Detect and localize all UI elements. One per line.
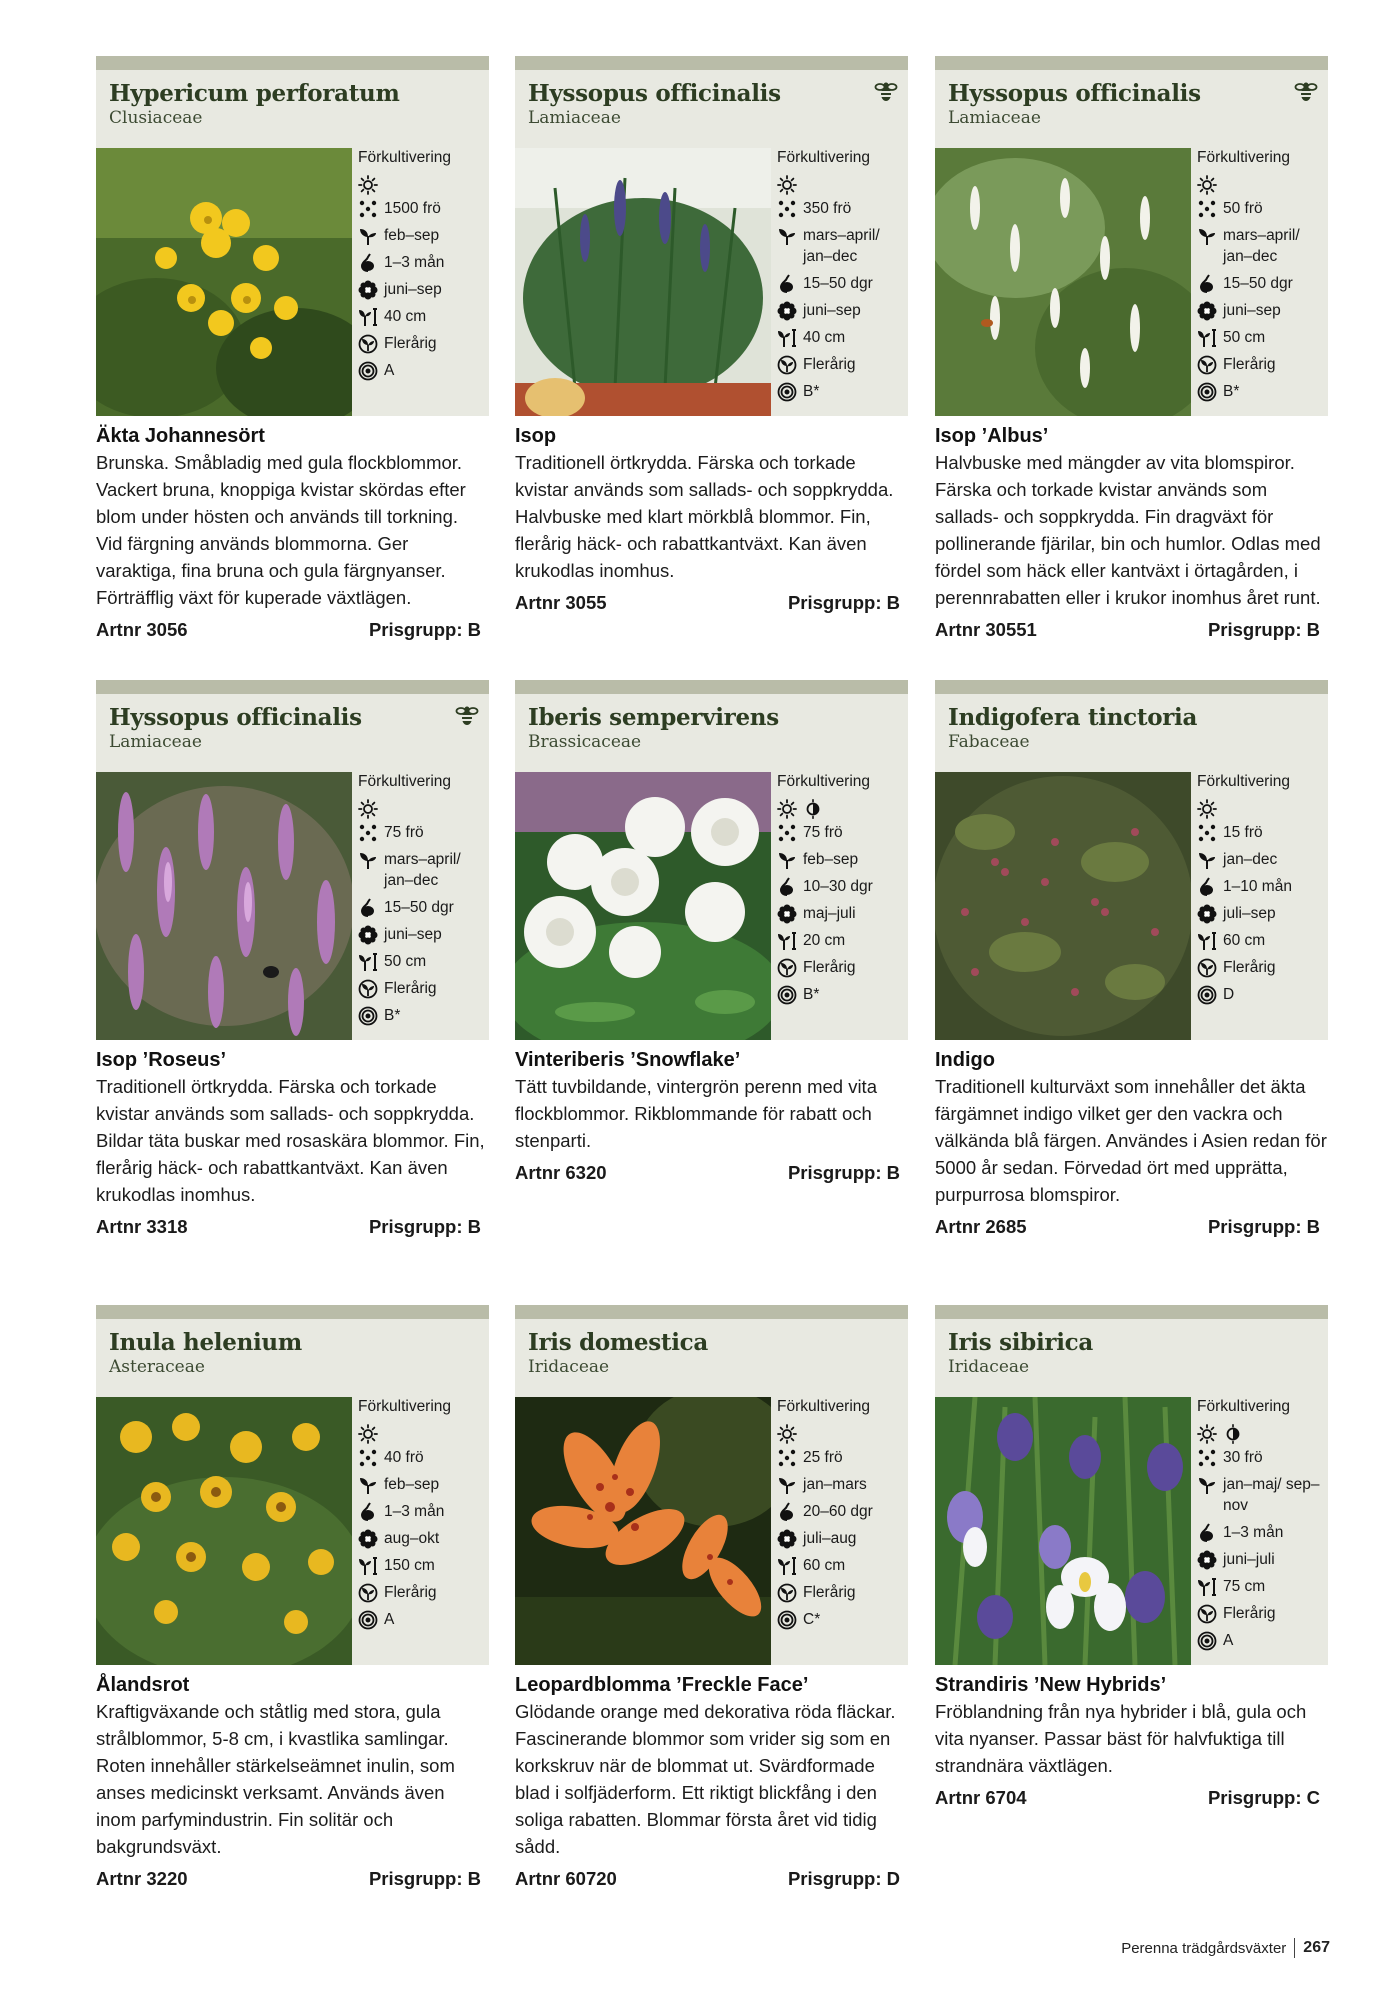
spec-sowing: feb–sep <box>777 846 905 873</box>
bee-icon <box>1294 80 1318 104</box>
plant-photo <box>515 1397 771 1665</box>
spec-sowing: feb–sep <box>358 1471 486 1498</box>
card-top-bar <box>515 680 908 694</box>
product-card-isop-roseus <box>96 680 489 1238</box>
price-class-icon <box>1197 985 1217 1005</box>
card-top-bar <box>935 1305 1328 1319</box>
height-icon <box>1197 931 1217 951</box>
height-icon <box>777 931 797 951</box>
flower-icon <box>777 301 797 321</box>
seeds-icon <box>358 823 378 843</box>
article-number: Artnr 3055 <box>515 592 607 613</box>
card-header <box>935 1319 1328 1665</box>
spec-bloom: juni–sep <box>358 276 486 303</box>
product-card-isop-albus <box>935 56 1328 641</box>
price-class-icon <box>358 361 378 381</box>
card-meta <box>935 619 1328 641</box>
spec-lifespan: Flerårig <box>1197 1600 1325 1627</box>
spec-height: 75 cm <box>1197 1573 1325 1600</box>
price-group: Prisgrupp: B <box>787 1162 900 1183</box>
product-card-iberis <box>515 680 908 1184</box>
card-meta <box>515 592 908 614</box>
germination-icon <box>1197 877 1217 897</box>
article-number: Artnr 60720 <box>515 1868 617 1889</box>
spec-method: Förkultivering <box>358 773 452 790</box>
spec-bloom: juni–sep <box>1197 297 1325 324</box>
sowing-icon <box>777 1475 797 1495</box>
spec-method: Förkultivering <box>1197 773 1291 790</box>
latin-name: Iris domestica <box>528 1329 708 1356</box>
common-name: Äkta Johannesört <box>96 425 265 447</box>
common-name: Vinteriberis ’Snowflake’ <box>515 1049 741 1071</box>
height-icon <box>1197 328 1217 348</box>
card-header <box>515 1319 908 1665</box>
sun-icon <box>1197 799 1217 819</box>
page-number: 267 <box>1303 1939 1330 1956</box>
spec-height: 40 cm <box>358 303 486 330</box>
photo-pink-hyssop <box>96 772 352 1040</box>
spec-list <box>358 144 486 384</box>
card-top-bar <box>96 1305 489 1319</box>
perennial-icon <box>777 355 797 375</box>
photo-yellow-flowers <box>96 148 352 416</box>
seeds-icon <box>1197 1448 1217 1468</box>
card-header <box>935 70 1328 416</box>
perennial-icon <box>358 1583 378 1603</box>
sowing-icon <box>1197 850 1217 870</box>
bee-icon <box>455 704 479 728</box>
sun-icon <box>358 1424 378 1444</box>
sun-icon <box>777 1424 797 1444</box>
price-class-icon <box>358 1610 378 1630</box>
spec-pricecode: A <box>1197 1627 1325 1654</box>
bee-icon <box>874 80 898 104</box>
spec-list <box>777 144 905 405</box>
spec-height: 50 cm <box>1197 324 1325 351</box>
page-footer <box>1121 1938 1330 1958</box>
flower-icon <box>777 904 797 924</box>
price-class-icon <box>1197 1631 1217 1651</box>
latin-name: Iberis sempervirens <box>528 704 779 731</box>
spec-lifespan: Flerårig <box>1197 954 1325 981</box>
spec-lifespan: Flerårig <box>358 975 486 1002</box>
spec-germination: 1–3 mån <box>1197 1519 1325 1546</box>
spec-seeds: 15 frö <box>1197 819 1325 846</box>
card-top-bar <box>935 680 1328 694</box>
spec-bloom: aug–okt <box>358 1525 486 1552</box>
price-group: Prisgrupp: B <box>368 1216 481 1237</box>
card-header <box>96 694 489 1040</box>
sun-icon <box>777 799 797 819</box>
spec-list <box>358 768 486 1029</box>
common-name: Isop ’Roseus’ <box>96 1049 227 1071</box>
spec-seeds: 1500 frö <box>358 195 486 222</box>
price-group: Prisgrupp: B <box>787 592 900 613</box>
spec-germination: 1–10 mån <box>1197 873 1325 900</box>
photo-indigo-plant <box>935 772 1191 1040</box>
description: Traditionell örtkrydda. Färska och torkade kvistar används som sallads- och soppkrydda. Bildar täta buskar med rosaskära blommor. Fin, flerårig häck- och rabattkantväxt. Kan även krukodlas inomhus. <box>96 1076 485 1205</box>
spec-list <box>1197 144 1325 405</box>
plant-photo <box>515 148 771 416</box>
card-meta <box>935 1216 1328 1238</box>
description: Brunska. Småbladig med gula flockblommor. Vackert bruna, knoppiga kvistar skördas efter blom under hösten och används till torkning. Vid färgning används blommorna. Ger varaktiga, fina bruna och gula färgnyanser. Förträfflig växt för kuperade växtlägen. <box>96 452 466 608</box>
card-top-bar <box>96 56 489 70</box>
seeds-icon <box>358 199 378 219</box>
description: Tätt tuvbildande, vintergrön perenn med vita flockblommor. Rikblommande för rabatt och stenparti. <box>515 1076 877 1151</box>
article-number: Artnr 30551 <box>935 619 1037 640</box>
perennial-icon <box>358 334 378 354</box>
spec-method: Förkultivering <box>777 149 871 166</box>
spec-germination: 15–50 dgr <box>777 270 905 297</box>
description: Traditionell örtkrydda. Färska och torkade kvistar används som sallads- och soppkrydda. Halvbuske med klart mörkblå blommor. Fin, flerårig häck- och rabattkantväxt. Kan även krukodlas inomhus. <box>515 452 894 581</box>
spec-seeds: 25 frö <box>777 1444 905 1471</box>
spec-seeds: 350 frö <box>777 195 905 222</box>
sowing-icon <box>777 850 797 870</box>
plant-family: Brassicaceae <box>528 732 642 752</box>
card-header <box>96 1319 489 1665</box>
latin-name: Iris sibirica <box>948 1329 1093 1356</box>
card-header <box>515 70 908 416</box>
spec-pricecode: D <box>1197 981 1325 1008</box>
description: Glödande orange med dekorativa röda fläckar. Fascinerande blommor som vrider sig som en korkskruv när de blommat ut. Svärdformade blad i solfjäderform. Ett riktigt blickfång i den soliga rabatten. Blommar första året vid tidig sådd. <box>515 1701 896 1857</box>
flower-icon <box>777 1529 797 1549</box>
spec-pricecode: A <box>358 357 486 384</box>
latin-name: Hyssopus officinalis <box>948 80 1201 107</box>
sun-icon <box>358 175 378 195</box>
product-card-inula <box>96 1305 489 1890</box>
plant-photo <box>96 772 352 1040</box>
spec-light <box>1197 171 1325 195</box>
product-card-isop <box>515 56 908 614</box>
product-card-iris-domestica <box>515 1305 908 1890</box>
article-number: Artnr 3318 <box>96 1216 188 1237</box>
flower-icon <box>358 1529 378 1549</box>
spec-pricecode: B* <box>777 378 905 405</box>
photo-yellow-inula <box>96 1397 352 1665</box>
plant-photo <box>935 148 1191 416</box>
common-name: Leopardblomma ’Freckle Face’ <box>515 1674 809 1696</box>
section-title: Perenna trädgårdsväxter <box>1121 1939 1287 1957</box>
sowing-icon <box>1197 226 1217 246</box>
seeds-icon <box>777 1448 797 1468</box>
sowing-icon <box>358 1475 378 1495</box>
card-top-bar <box>515 1305 908 1319</box>
spec-method: Förkultivering <box>1197 1398 1291 1415</box>
plant-family: Asteraceae <box>109 1357 205 1377</box>
plant-photo <box>96 148 352 416</box>
spec-list <box>1197 768 1325 1008</box>
germination-icon <box>358 1502 378 1522</box>
description: Traditionell kulturväxt som innehåller det äkta färgämnet indigo vilket ger den vackra och välkända blå färgen. Användes i Asien redan för 5000 år sedan. Förvedad ört med upprätta, purpurrosa blomspiror. <box>935 1076 1327 1205</box>
card-meta <box>96 1216 489 1238</box>
spec-light <box>1197 1420 1325 1444</box>
latin-name: Indigofera tinctoria <box>948 704 1198 731</box>
price-group: Prisgrupp: B <box>368 619 481 640</box>
common-name: Isop ’Albus’ <box>935 425 1049 447</box>
card-meta <box>935 1787 1328 1809</box>
height-icon <box>1197 1577 1217 1597</box>
spec-sowing: mars–april/ jan–dec <box>777 222 905 270</box>
photo-orange-lily <box>515 1397 771 1665</box>
sun-icon <box>1197 175 1217 195</box>
spec-seeds: 75 frö <box>358 819 486 846</box>
spec-light <box>1197 795 1325 819</box>
spec-list <box>1197 1393 1325 1654</box>
flower-icon <box>358 925 378 945</box>
article-number: Artnr 6320 <box>515 1162 607 1183</box>
flower-icon <box>1197 1550 1217 1570</box>
spec-pricecode: A <box>358 1606 486 1633</box>
perennial-icon <box>1197 355 1217 375</box>
description: Kraftigväxande och ståtlig med stora, gula strålblommor, 5-8 cm, i kvastlika samlingar. Roten innehåller stärkelseämnet inulin, som anses medicinskt verksamt. Används även inom parfymindustrin. Fin solitär och bakgrundsväxt. <box>96 1701 455 1857</box>
footer-divider <box>1294 1938 1295 1958</box>
height-icon <box>777 328 797 348</box>
spec-seeds: 30 frö <box>1197 1444 1325 1471</box>
spec-germination: 1–3 mån <box>358 1498 486 1525</box>
spec-height: 150 cm <box>358 1552 486 1579</box>
spec-seeds: 50 frö <box>1197 195 1325 222</box>
perennial-icon <box>1197 958 1217 978</box>
spec-method: Förkultivering <box>358 149 452 166</box>
plant-photo <box>515 772 771 1040</box>
product-card-indigo <box>935 680 1328 1238</box>
article-number: Artnr 3220 <box>96 1868 188 1889</box>
card-meta <box>96 1868 489 1890</box>
germination-icon <box>777 274 797 294</box>
spec-height: 20 cm <box>777 927 905 954</box>
price-group: Prisgrupp: D <box>787 1868 900 1889</box>
plant-family: Iridaceae <box>948 1357 1030 1377</box>
latin-name: Inula helenium <box>109 1329 302 1356</box>
plant-photo <box>935 772 1191 1040</box>
spec-light <box>777 795 905 819</box>
sowing-icon <box>777 226 797 246</box>
spec-lifespan: Flerårig <box>777 954 905 981</box>
article-number: Artnr 2685 <box>935 1216 1027 1237</box>
plant-photo <box>935 1397 1191 1665</box>
price-group: Prisgrupp: B <box>1207 1216 1320 1237</box>
price-group: Prisgrupp: B <box>368 1868 481 1889</box>
latin-name: Hyssopus officinalis <box>528 80 781 107</box>
height-icon <box>358 307 378 327</box>
common-name: Strandiris ’New Hybrids’ <box>935 1674 1167 1696</box>
spec-method: Förkultivering <box>777 1398 871 1415</box>
card-top-bar <box>935 56 1328 70</box>
plant-family: Lamiaceae <box>948 108 1041 128</box>
price-class-icon <box>777 1610 797 1630</box>
product-card-hypericum <box>96 56 489 641</box>
card-header <box>935 694 1328 1040</box>
seeds-icon <box>1197 823 1217 843</box>
plant-family: Fabaceae <box>948 732 1030 752</box>
flower-icon <box>1197 301 1217 321</box>
half-shade-icon <box>1223 1424 1243 1444</box>
plant-photo <box>96 1397 352 1665</box>
price-class-icon <box>1197 382 1217 402</box>
perennial-icon <box>777 958 797 978</box>
spec-height: 40 cm <box>777 324 905 351</box>
spec-list <box>777 768 905 1008</box>
germination-icon <box>1197 1523 1217 1543</box>
spec-germination: 15–50 dgr <box>358 894 486 921</box>
spec-lifespan: Flerårig <box>358 330 486 357</box>
spec-method: Förkultivering <box>358 1398 452 1415</box>
price-group: Prisgrupp: B <box>1207 619 1320 640</box>
latin-name: Hypericum perforatum <box>109 80 400 107</box>
spec-bloom: maj–juli <box>777 900 905 927</box>
spec-germination: 20–60 dgr <box>777 1498 905 1525</box>
spec-bloom: juni–juli <box>1197 1546 1325 1573</box>
product-card-iris-sibirica <box>935 1305 1328 1809</box>
card-top-bar <box>96 680 489 694</box>
spec-germination: 15–50 dgr <box>1197 270 1325 297</box>
price-class-icon <box>777 382 797 402</box>
germination-icon <box>777 877 797 897</box>
germination-icon <box>358 253 378 273</box>
spec-lifespan: Flerårig <box>777 351 905 378</box>
spec-light <box>358 795 486 819</box>
germination-icon <box>358 898 378 918</box>
spec-height: 60 cm <box>1197 927 1325 954</box>
spec-sowing: feb–sep <box>358 222 486 249</box>
sun-icon <box>1197 1424 1217 1444</box>
spec-sowing: jan–dec <box>1197 846 1325 873</box>
half-shade-icon <box>803 799 823 819</box>
sowing-icon <box>358 226 378 246</box>
spec-bloom: juni–sep <box>358 921 486 948</box>
article-number: Artnr 6704 <box>935 1787 1027 1808</box>
price-group: Prisgrupp: C <box>1207 1787 1320 1808</box>
spec-lifespan: Flerårig <box>777 1579 905 1606</box>
card-meta <box>96 619 489 641</box>
card-meta <box>515 1868 908 1890</box>
spec-bloom: juli–sep <box>1197 900 1325 927</box>
sun-icon <box>358 799 378 819</box>
spec-height: 50 cm <box>358 948 486 975</box>
perennial-icon <box>1197 1604 1217 1624</box>
common-name: Isop <box>515 425 557 447</box>
flower-icon <box>358 280 378 300</box>
spec-seeds: 40 frö <box>358 1444 486 1471</box>
seeds-icon <box>777 199 797 219</box>
sun-icon <box>777 175 797 195</box>
perennial-icon <box>777 1583 797 1603</box>
spec-list <box>777 1393 905 1633</box>
latin-name: Hyssopus officinalis <box>109 704 362 731</box>
card-header <box>96 70 489 416</box>
price-class-icon <box>358 1006 378 1026</box>
spec-bloom: juni–sep <box>777 297 905 324</box>
spec-germination: 10–30 dgr <box>777 873 905 900</box>
germination-icon <box>777 1502 797 1522</box>
plant-family: Iridaceae <box>528 1357 610 1377</box>
height-icon <box>358 952 378 972</box>
spec-light <box>358 1420 486 1444</box>
card-meta <box>515 1162 908 1184</box>
spec-pricecode: B* <box>777 981 905 1008</box>
common-name: Indigo <box>935 1049 995 1071</box>
plant-family: Lamiaceae <box>109 732 202 752</box>
plant-family: Clusiaceae <box>109 108 203 128</box>
spec-method: Förkultivering <box>777 773 871 790</box>
description: Fröblandning från nya hybrider i blå, gula och vita nyanser. Passar bäst för halvfuktiga till strandnära växtlägen. <box>935 1701 1307 1776</box>
spec-lifespan: Flerårig <box>358 1579 486 1606</box>
card-header <box>515 694 908 1040</box>
spec-pricecode: B* <box>1197 378 1325 405</box>
spec-seeds: 75 frö <box>777 819 905 846</box>
perennial-icon <box>358 979 378 999</box>
spec-bloom: juli–aug <box>777 1525 905 1552</box>
spec-list <box>358 1393 486 1633</box>
spec-germination: 1–3 mån <box>358 249 486 276</box>
spec-pricecode: C* <box>777 1606 905 1633</box>
height-icon <box>777 1556 797 1576</box>
spec-sowing: mars–april/ jan–dec <box>358 846 486 894</box>
flower-icon <box>1197 904 1217 924</box>
spec-sowing: mars–april/ jan–dec <box>1197 222 1325 270</box>
germination-icon <box>1197 274 1217 294</box>
photo-blue-iris <box>935 1397 1191 1665</box>
spec-light <box>358 171 486 195</box>
spec-sowing: jan–mars <box>777 1471 905 1498</box>
seeds-icon <box>1197 199 1217 219</box>
seeds-icon <box>777 823 797 843</box>
spec-light <box>777 1420 905 1444</box>
spec-light <box>777 171 905 195</box>
photo-white-iberis <box>515 772 771 1040</box>
plant-family: Lamiaceae <box>528 108 621 128</box>
spec-pricecode: B* <box>358 1002 486 1029</box>
common-name: Ålandsrot <box>96 1674 190 1696</box>
spec-lifespan: Flerårig <box>1197 351 1325 378</box>
card-top-bar <box>515 56 908 70</box>
height-icon <box>358 1556 378 1576</box>
sowing-icon <box>358 850 378 870</box>
spec-height: 60 cm <box>777 1552 905 1579</box>
photo-blue-hyssop <box>515 148 771 416</box>
article-number: Artnr 3056 <box>96 619 188 640</box>
photo-white-hyssop <box>935 148 1191 416</box>
spec-sowing: jan–maj/ sep–nov <box>1197 1471 1325 1519</box>
seeds-icon <box>358 1448 378 1468</box>
spec-method: Förkultivering <box>1197 149 1291 166</box>
description: Halvbuske med mängder av vita blomspiror. Färska och torkade kvistar används som sallads- och soppkrydda. Fin dragväxt för pollinerande fjärilar, bin och humlor. Odlas med fördel som häck eller kantväxt i örtagården, i perennrabatten eller i krukor inomhus året runt. <box>935 452 1321 608</box>
sowing-icon <box>1197 1475 1217 1495</box>
price-class-icon <box>777 985 797 1005</box>
